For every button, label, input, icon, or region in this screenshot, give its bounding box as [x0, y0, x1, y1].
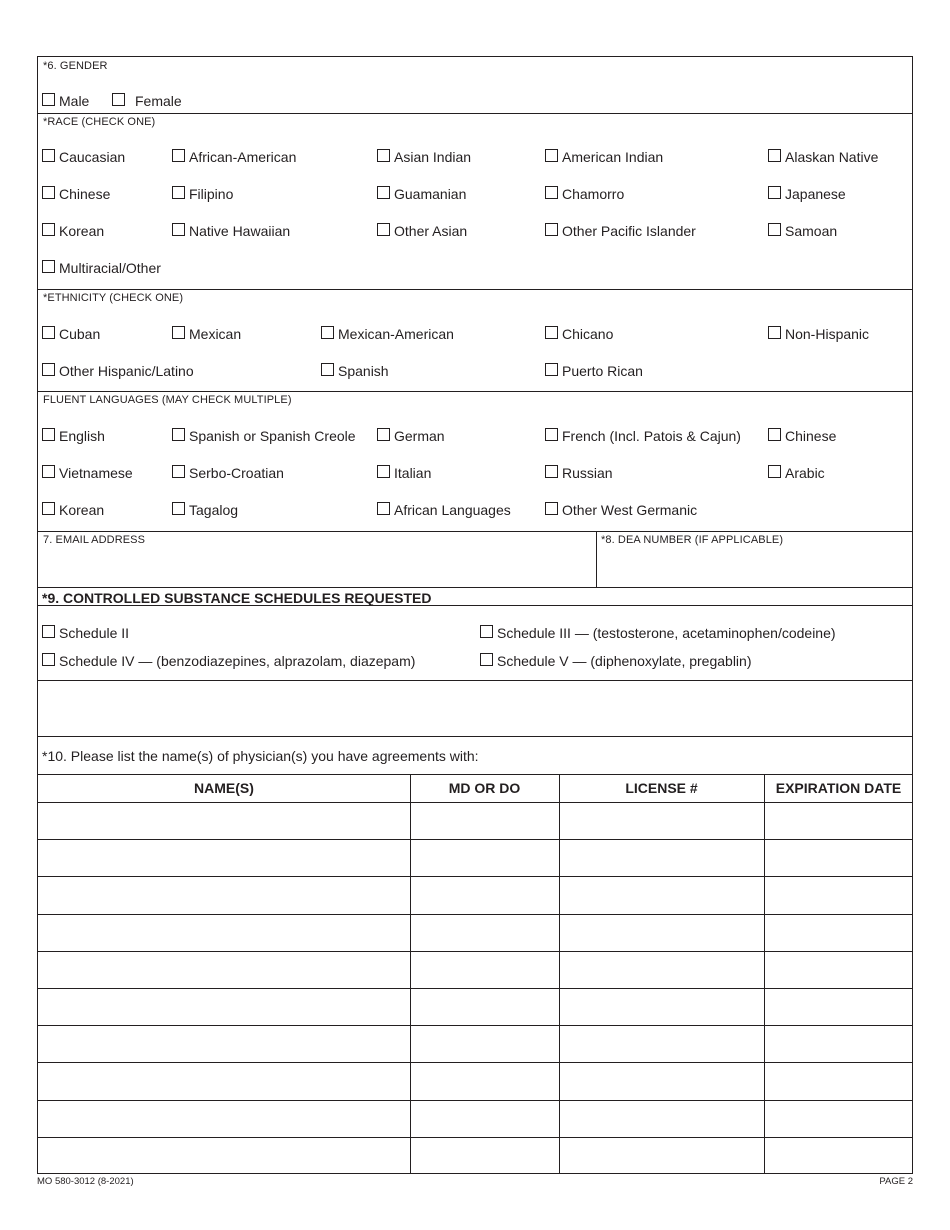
checkbox-asian-indian[interactable]: [377, 148, 471, 166]
cell-md-or-do[interactable]: [411, 1063, 558, 1098]
cell-license[interactable]: [560, 877, 763, 912]
option-label: Mexican-American: [338, 326, 454, 342]
checkbox-box[interactable]: [42, 465, 55, 478]
option-label: Other Hispanic/Latino: [59, 363, 194, 379]
checkbox-chicano[interactable]: [545, 325, 613, 343]
option-label: Other Pacific Islander: [562, 223, 696, 239]
checkbox-mexican-american[interactable]: [321, 325, 454, 343]
checkbox-box[interactable]: [172, 502, 185, 515]
checkbox-box[interactable]: [545, 326, 558, 339]
checkbox-box[interactable]: [377, 465, 390, 478]
cell-name[interactable]: [39, 1138, 409, 1173]
checkbox-schedule-iv[interactable]: [42, 652, 415, 670]
option-label: German: [394, 428, 445, 444]
checkbox-box[interactable]: [42, 223, 55, 236]
checkbox-vietnamese[interactable]: [42, 464, 133, 482]
checkbox-box[interactable]: [768, 465, 781, 478]
checkbox-box[interactable]: [172, 186, 185, 199]
option-label: Samoan: [785, 223, 838, 239]
physicians-question: *10. Please list the name(s) of physician(s) you have agreements with:: [42, 748, 479, 764]
checkbox-other-hispanic-latino[interactable]: [42, 362, 194, 380]
checkbox-box[interactable]: [172, 465, 185, 478]
checkbox-box[interactable]: [377, 149, 390, 162]
checkbox-african-american[interactable]: [172, 148, 296, 166]
checkbox-box[interactable]: [480, 653, 493, 666]
checkbox-box[interactable]: [42, 326, 55, 339]
checkbox-caucasian[interactable]: [42, 148, 125, 166]
cell-md-or-do[interactable]: [411, 1026, 558, 1061]
race-label: *RACE (CHECK ONE): [43, 116, 156, 128]
option-label: Male: [59, 93, 90, 109]
checkbox-box[interactable]: [321, 326, 334, 339]
option-label: Caucasian: [59, 149, 126, 165]
option-label: Cuban: [59, 326, 101, 342]
checkbox-box[interactable]: [172, 149, 185, 162]
checkbox-box[interactable]: [172, 326, 185, 339]
checkbox-japanese[interactable]: [768, 185, 846, 203]
checkbox-box[interactable]: [545, 186, 558, 199]
option-label: Schedule III — (testosterone, acetaminophen/codeine): [497, 625, 836, 641]
checkbox-box[interactable]: [377, 502, 390, 515]
column-header-md-or-do: MD OR DO: [448, 780, 521, 796]
checkbox-filipino[interactable]: [172, 185, 233, 203]
option-label: Chicano: [562, 326, 614, 342]
option-label: Chamorro: [562, 186, 625, 202]
cell-license[interactable]: [560, 952, 763, 987]
ethnicity-label: *ETHNICITY (CHECK ONE): [43, 292, 184, 304]
checkbox-native-hawaiian[interactable]: [172, 222, 290, 240]
form-page: [37, 56, 913, 1174]
option-label: Alaskan Native: [785, 149, 879, 165]
divider: [38, 736, 912, 737]
schedules-title: *9. CONTROLLED SUBSTANCE SCHEDULES REQUESTED: [42, 590, 432, 606]
checkbox-male[interactable]: [42, 92, 89, 110]
checkbox-box[interactable]: [172, 223, 185, 236]
dea-number-field[interactable]: [597, 532, 913, 587]
cell-name[interactable]: [39, 1101, 409, 1136]
option-label: Puerto Rican: [562, 363, 643, 379]
checkbox-box[interactable]: [768, 428, 781, 441]
option-label: Filipino: [189, 186, 234, 202]
checkbox-other-asian[interactable]: [377, 222, 467, 240]
option-label: Native Hawaiian: [189, 223, 291, 239]
checkbox-box[interactable]: [42, 363, 55, 376]
option-label: Tagalog: [189, 502, 239, 518]
option-label: Multiracial/Other: [59, 260, 161, 276]
dea-label: *8. DEA NUMBER (IF APPLICABLE): [601, 534, 784, 546]
cell-expiration-date[interactable]: [765, 1063, 912, 1098]
option-label: African Languages: [394, 502, 511, 518]
checkbox-other-pacific-islander[interactable]: [545, 222, 696, 240]
option-label: Korean: [59, 502, 105, 518]
cell-license[interactable]: [560, 915, 763, 950]
divider: [38, 289, 912, 290]
cell-license[interactable]: [560, 989, 763, 1024]
option-label: Chinese: [785, 428, 837, 444]
cell-md-or-do[interactable]: [411, 1138, 558, 1173]
option-label: French (Incl. Patois & Cajun): [562, 428, 741, 444]
checkbox-box[interactable]: [172, 428, 185, 441]
checkbox-puerto-rican[interactable]: [545, 362, 643, 380]
cell-md-or-do[interactable]: [411, 803, 558, 838]
checkbox-box[interactable]: [112, 93, 125, 106]
cell-license[interactable]: [560, 1101, 763, 1136]
checkbox-spanish[interactable]: [321, 362, 389, 380]
checkbox-multiracial-other[interactable]: [42, 259, 161, 277]
checkbox-schedule-v[interactable]: [480, 652, 752, 670]
cell-md-or-do[interactable]: [411, 840, 558, 875]
cell-expiration-date[interactable]: [765, 803, 912, 838]
option-label: Japanese: [785, 186, 846, 202]
option-label: African-American: [189, 149, 297, 165]
divider: [38, 605, 912, 606]
option-label: Arabic: [785, 465, 825, 481]
cell-name[interactable]: [39, 915, 409, 950]
cell-name[interactable]: [39, 989, 409, 1024]
option-label: Spanish or Spanish Creole: [189, 428, 356, 444]
cell-expiration-date[interactable]: [765, 1101, 912, 1136]
option-label: Spanish: [338, 363, 389, 379]
cell-md-or-do[interactable]: [411, 989, 558, 1024]
checkbox-american-indian[interactable]: [545, 148, 663, 166]
form-id: MO 580-3012 (8-2021): [37, 1176, 134, 1187]
cell-expiration-date[interactable]: [765, 989, 912, 1024]
checkbox-guamanian[interactable]: [377, 185, 466, 203]
option-label: Mexican: [189, 326, 242, 342]
divider: [38, 680, 912, 681]
cell-license[interactable]: [560, 1138, 763, 1173]
checkbox-box[interactable]: [42, 149, 55, 162]
checkbox-korean[interactable]: [42, 501, 104, 519]
checkbox-korean[interactable]: [42, 222, 104, 240]
checkbox-italian[interactable]: [377, 464, 431, 482]
checkbox-box[interactable]: [377, 186, 390, 199]
checkbox-german[interactable]: [377, 427, 445, 445]
option-label: Chinese: [59, 186, 111, 202]
email-field[interactable]: [38, 532, 595, 587]
divider: [38, 391, 912, 392]
checkbox-box[interactable]: [545, 428, 558, 441]
cell-md-or-do[interactable]: [411, 1101, 558, 1136]
checkbox-box[interactable]: [42, 186, 55, 199]
checkbox-box[interactable]: [42, 625, 55, 638]
checkbox-box[interactable]: [545, 363, 558, 376]
checkbox-african-languages[interactable]: [377, 501, 511, 519]
checkbox-box[interactable]: [42, 502, 55, 515]
option-label: American Indian: [562, 149, 664, 165]
option-label: Female: [135, 93, 182, 109]
email-label: 7. EMAIL ADDRESS: [43, 534, 146, 546]
checkbox-french-incl-patois-cajun[interactable]: [545, 427, 741, 445]
option-label: Russian: [562, 465, 613, 481]
checkbox-schedule-ii[interactable]: [42, 624, 129, 642]
checkbox-box[interactable]: [545, 502, 558, 515]
checkbox-box[interactable]: [545, 223, 558, 236]
checkbox-samoan[interactable]: [768, 222, 837, 240]
checkbox-alaskan-native[interactable]: [768, 148, 878, 166]
checkbox-box[interactable]: [321, 363, 334, 376]
cell-license[interactable]: [560, 1026, 763, 1061]
languages-label: FLUENT LANGUAGES (MAY CHECK MULTIPLE): [43, 394, 292, 406]
checkbox-chamorro[interactable]: [545, 185, 624, 203]
checkbox-non-hispanic[interactable]: [768, 325, 869, 343]
cell-expiration-date[interactable]: [765, 1138, 912, 1173]
checkbox-box[interactable]: [768, 223, 781, 236]
option-label: Korean: [59, 223, 105, 239]
divider: [38, 587, 912, 588]
checkbox-box[interactable]: [545, 149, 558, 162]
cell-name[interactable]: [39, 1026, 409, 1061]
cell-expiration-date[interactable]: [765, 915, 912, 950]
checkbox-chinese[interactable]: [768, 427, 836, 445]
checkbox-box[interactable]: [768, 149, 781, 162]
option-label: Non-Hispanic: [785, 326, 870, 342]
cell-md-or-do[interactable]: [411, 877, 558, 912]
cell-license[interactable]: [560, 803, 763, 838]
option-label: Vietnamese: [59, 465, 133, 481]
option-label: Schedule II: [59, 625, 130, 641]
checkbox-box[interactable]: [768, 326, 781, 339]
option-label: Schedule V — (diphenoxylate, pregablin): [497, 653, 752, 669]
cell-expiration-date[interactable]: [765, 840, 912, 875]
checkbox-box[interactable]: [377, 428, 390, 441]
checkbox-box[interactable]: [42, 653, 55, 666]
option-label: English: [59, 428, 105, 444]
cell-name[interactable]: [39, 1063, 409, 1098]
checkbox-cuban[interactable]: [42, 325, 100, 343]
checkbox-mexican[interactable]: [172, 325, 241, 343]
checkbox-box[interactable]: [545, 465, 558, 478]
checkbox-chinese[interactable]: [42, 185, 110, 203]
checkbox-other-west-germanic[interactable]: [545, 501, 697, 519]
option-label: Asian Indian: [394, 149, 472, 165]
checkbox-box[interactable]: [377, 223, 390, 236]
cell-name[interactable]: [39, 803, 409, 838]
option-label: Guamanian: [394, 186, 467, 202]
checkbox-spanish-or-spanish-creole[interactable]: [172, 427, 356, 445]
column-header-name-s: NAME(S): [194, 780, 254, 796]
option-label: Other West Germanic: [562, 502, 698, 518]
cell-name[interactable]: [39, 877, 409, 912]
checkbox-english[interactable]: [42, 427, 105, 445]
page-number: PAGE 2: [879, 1176, 913, 1187]
column-header-expiration-date: EXPIRATION DATE: [775, 780, 902, 796]
cell-name[interactable]: [39, 840, 409, 875]
checkbox-box[interactable]: [42, 428, 55, 441]
checkbox-russian[interactable]: [545, 464, 613, 482]
checkbox-female[interactable]: [112, 92, 182, 110]
checkbox-box[interactable]: [768, 186, 781, 199]
cell-expiration-date[interactable]: [765, 952, 912, 987]
option-label: Other Asian: [394, 223, 468, 239]
cell-md-or-do[interactable]: [411, 952, 558, 987]
divider: [38, 113, 912, 114]
checkbox-schedule-iii[interactable]: [480, 624, 836, 642]
cell-expiration-date[interactable]: [765, 877, 912, 912]
option-label: Serbo-Croatian: [189, 465, 284, 481]
cell-name[interactable]: [39, 952, 409, 987]
cell-license[interactable]: [560, 1063, 763, 1098]
checkbox-box[interactable]: [42, 93, 55, 106]
gender-label: *6. GENDER: [43, 60, 108, 72]
checkbox-box[interactable]: [42, 260, 55, 273]
divider: [38, 774, 912, 775]
option-label: Italian: [394, 465, 432, 481]
cell-expiration-date[interactable]: [765, 1026, 912, 1061]
checkbox-serbo-croatian[interactable]: [172, 464, 284, 482]
cell-license[interactable]: [560, 840, 763, 875]
column-header-license: LICENSE #: [625, 780, 698, 796]
checkbox-tagalog[interactable]: [172, 501, 238, 519]
checkbox-box[interactable]: [480, 625, 493, 638]
option-label: Schedule IV — (benzodiazepines, alprazolam, diazepam): [59, 653, 416, 669]
cell-md-or-do[interactable]: [411, 915, 558, 950]
checkbox-arabic[interactable]: [768, 464, 825, 482]
